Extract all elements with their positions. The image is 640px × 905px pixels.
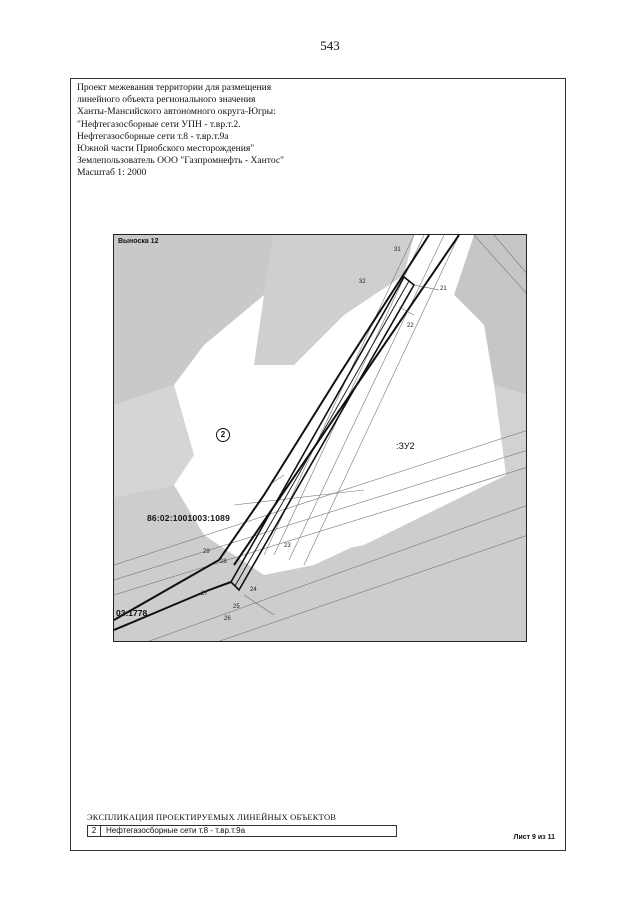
- gray-area-left: [114, 385, 194, 497]
- object-number-marker: 2: [216, 428, 230, 442]
- header-line: "Нефтегазосборные сети УПН - т.вр.т.2.: [77, 118, 241, 130]
- map-drawing: [114, 235, 527, 642]
- gray-area-top-left: [114, 235, 274, 405]
- legend-title: ЭКСПЛИКАЦИЯ ПРОЕКТИРУЕМЫХ ЛИНЕЙНЫХ ОБЪЕКТОВ: [87, 812, 337, 822]
- point-label: 24: [250, 587, 257, 593]
- point-label: 32: [359, 279, 366, 285]
- header-line: Ханты-Мансийского автономного округа-Югры:: [77, 106, 276, 118]
- point-label: 23: [284, 543, 291, 549]
- point-label: 26: [224, 616, 231, 622]
- header-line: Проект межевания территории для размещения: [77, 82, 272, 93]
- header-block: [77, 82, 397, 180]
- point-label: 22: [407, 323, 414, 329]
- cadastral-number: 86:02:1001003:1089: [147, 513, 231, 523]
- legend-row-name: Нефтегазосборные сети т.8 - т.вр.т.9а: [106, 826, 246, 835]
- map-callout: [113, 234, 527, 642]
- legend-row-number: 2: [88, 826, 101, 836]
- header-line: Масштаб 1: 2000: [77, 167, 147, 179]
- header-line: Землепользователь ООО "Газпромнефть - Хантос": [77, 155, 285, 167]
- header-line: линейного объекта регионального значения: [77, 94, 256, 106]
- header-line: Южной части Приобского месторождения": [77, 143, 255, 155]
- point-label: 28: [220, 559, 227, 565]
- cadastral-number-cut: 03:1778: [116, 608, 148, 618]
- sheet-label: Лист 9 из 11: [513, 834, 555, 841]
- page-number: 543: [320, 38, 340, 53]
- header-line: Нефтегазосборные сети т.8 - т.вр.т.9а: [77, 130, 229, 142]
- point-label: 25: [233, 604, 240, 610]
- point-label: 31: [394, 247, 401, 253]
- point-label: 27: [201, 591, 208, 597]
- callout-title: Выноска 12: [118, 238, 159, 245]
- point-label: 29: [203, 549, 210, 555]
- drawing-frame: [70, 78, 566, 851]
- point-label: 21: [440, 286, 447, 292]
- parcel-label: :ЗУ2: [396, 441, 415, 451]
- legend-row: [87, 825, 397, 837]
